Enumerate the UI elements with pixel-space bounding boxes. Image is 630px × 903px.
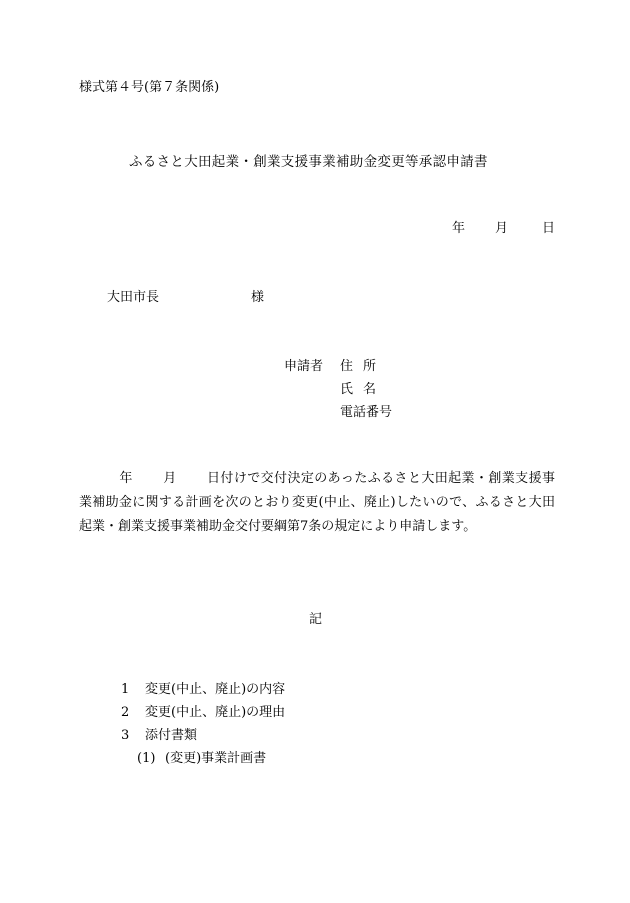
ki-heading: 記 <box>309 612 323 627</box>
date-year: 年 <box>452 221 466 236</box>
item-text: 変更(中止、廃止)の理由 <box>145 705 286 720</box>
sub-item-text: (変更)事業計画書 <box>165 751 267 766</box>
sub-list-item <box>137 752 266 765</box>
phone-label: 電話番号 <box>340 405 393 420</box>
name-label: 氏名 <box>340 382 387 397</box>
list-item <box>121 683 285 696</box>
body-paragraph <box>79 467 555 539</box>
form-number: 様式第４号(第７条関係) <box>79 80 220 95</box>
document-title: ふるさと大田起業・創業支援事業補助金変更等承認申請書 <box>129 154 488 170</box>
item-text: 添付書類 <box>145 728 198 743</box>
list-item <box>121 729 197 742</box>
date-line <box>452 222 555 235</box>
item-text: 変更(中止、廃止)の内容 <box>145 682 286 697</box>
date-month: 月 <box>495 221 509 236</box>
address-label: 住所 <box>340 359 387 374</box>
body-year: 年 <box>119 471 133 486</box>
addressee <box>107 291 264 304</box>
body-text: 日付けで交付決定のあったふるさと大田起業・創業支援事業補助金に関する計画を次のとおり変更(中止、廃止)したいので、ふるさと大田起業・創業支援事業補助金交付要綱第7条の規定により申請します。 <box>79 471 555 534</box>
item-number: 3 <box>121 728 130 743</box>
item-number: 1 <box>121 682 130 697</box>
date-day: 日 <box>542 221 556 236</box>
addressee-name: 大田市長 <box>107 290 160 305</box>
sub-item-number: (1) <box>137 751 156 766</box>
addressee-honorific: 様 <box>251 290 265 305</box>
list-item <box>121 706 285 719</box>
item-number: 2 <box>121 705 130 720</box>
body-month: 月 <box>162 471 177 486</box>
applicant-label: 申請者 <box>284 359 324 374</box>
